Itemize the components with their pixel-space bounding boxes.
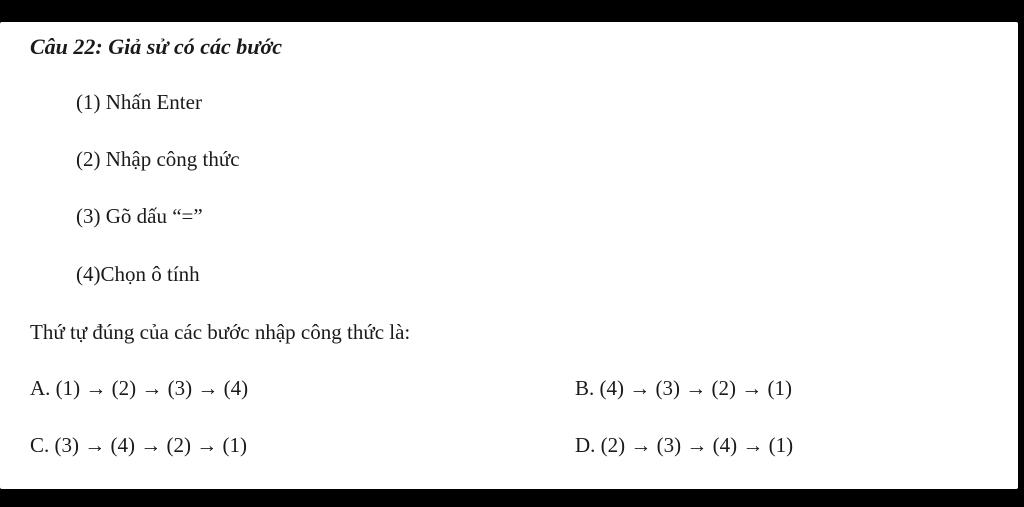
option-a: A. (1) → (2) → (3) → (4) (30, 376, 249, 400)
question-title: Câu 22: Giả sử có các bước (30, 34, 283, 59)
question-prompt: Thứ tự đúng của các bước nhập công thức là: (30, 320, 411, 344)
bottom-border (0, 489, 1024, 507)
step-3: (3) Gõ dấu “=” (76, 204, 203, 228)
option-b: B. (4) → (3) → (2) → (1) (575, 376, 792, 400)
step-4: (4)Chọn ô tính (76, 262, 200, 286)
document-page (0, 22, 1018, 489)
step-2: (2) Nhập công thức (76, 147, 240, 171)
step-1: (1) Nhấn Enter (76, 90, 202, 114)
option-c: C. (3) → (4) → (2) → (1) (30, 433, 247, 457)
option-d: D. (2) → (3) → (4) → (1) (575, 433, 794, 457)
